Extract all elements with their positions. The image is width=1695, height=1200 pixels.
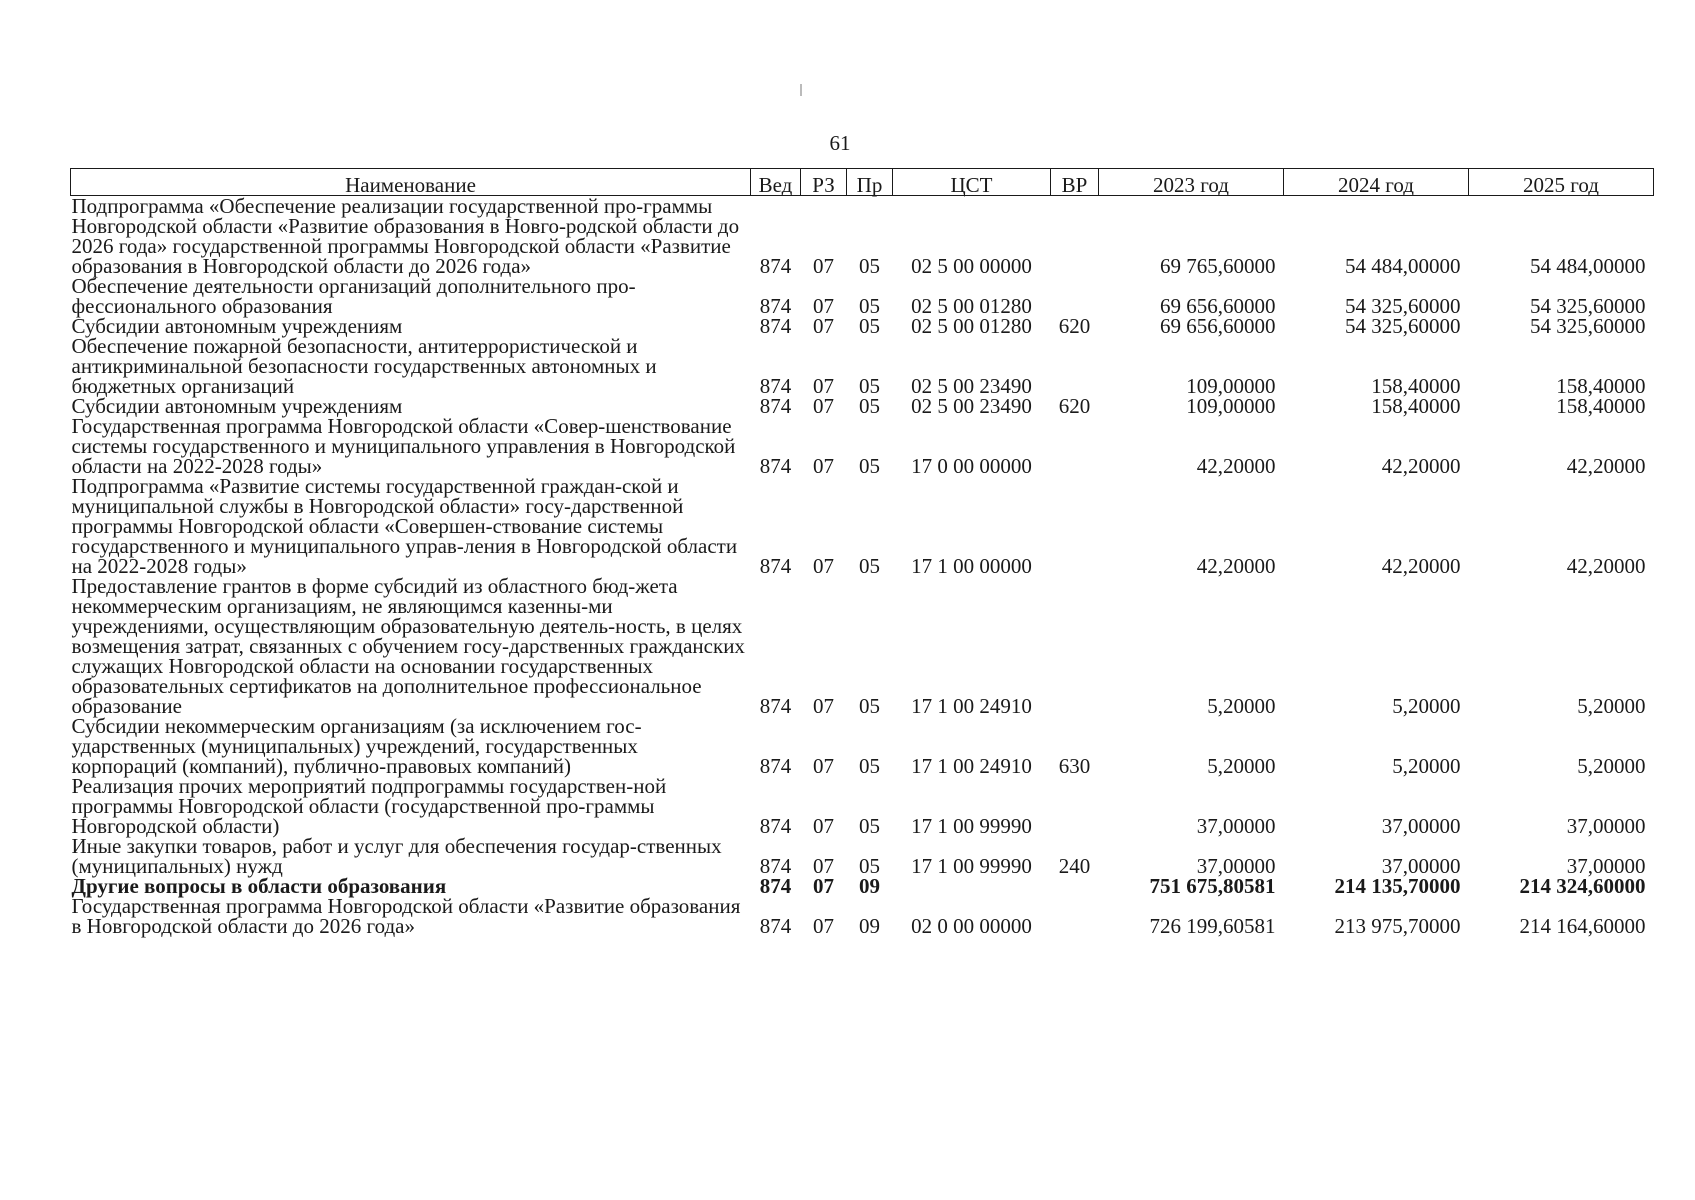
row-2024: 158,40000 [1371,394,1461,418]
row-vr: 630 [1058,754,1091,778]
table-row [71,716,1654,776]
header-ved: Вед [751,169,801,196]
row-rz: 07 [813,554,834,578]
row-2025: 37,00000 [1566,814,1646,838]
row-2024: 5,20000 [1392,694,1461,718]
row-2024: 42,20000 [1381,554,1461,578]
row-ved: 874 [759,874,792,898]
row-pr: 05 [859,694,880,718]
table-row [71,776,1654,836]
row-2023: 69 656,60000 [1160,314,1276,338]
row-2024: 37,00000 [1381,854,1461,878]
table-row [71,276,1654,316]
row-2025: 158,40000 [1556,394,1646,418]
row-cst: 17 1 00 24910 [911,754,1032,778]
row-ved: 874 [759,554,792,578]
row-2023: 42,20000 [1196,554,1276,578]
row-2025: 214 324,60000 [1519,874,1646,898]
row-rz: 07 [813,454,834,478]
row-ved: 874 [759,914,792,938]
row-cst: 02 0 00 00000 [911,914,1032,938]
row-cst: 17 1 00 99990 [911,854,1032,878]
row-2025: 54 325,60000 [1530,314,1646,338]
row-vr [1051,896,1099,936]
row-2023: 69 656,60000 [1160,294,1276,318]
row-ved: 874 [759,394,792,418]
table-row [71,896,1654,936]
row-2023: 5,20000 [1207,694,1276,718]
row-2024: 54 484,00000 [1345,254,1461,278]
table-row [71,336,1654,396]
row-2024: 37,00000 [1381,814,1461,838]
table-row [71,316,1654,336]
page-number: 61 [829,131,851,155]
row-vr [1051,476,1099,576]
row-cst: 02 5 00 01280 [911,314,1032,338]
scan-mark [800,84,802,96]
table-row [71,416,1654,476]
row-cst [893,876,1051,896]
row-2023: 5,20000 [1207,754,1276,778]
row-ved: 874 [759,294,792,318]
row-2025: 5,20000 [1577,694,1646,718]
header-2023: 2023 год [1099,169,1284,196]
budget-table [70,168,1654,936]
row-ved: 874 [759,254,792,278]
row-2024: 213 975,70000 [1334,914,1461,938]
row-2023: 37,00000 [1196,854,1276,878]
row-2024: 158,40000 [1371,374,1461,398]
row-2023: 726 199,60581 [1149,914,1276,938]
row-pr: 05 [859,854,880,878]
row-pr: 05 [859,254,880,278]
row-2023: 37,00000 [1196,814,1276,838]
row-name: Другие вопросы в области образования [71,874,447,898]
row-cst: 02 5 00 00000 [911,254,1032,278]
row-2023: 109,00000 [1186,374,1276,398]
row-2024: 214 135,70000 [1334,874,1461,898]
row-2025: 54 484,00000 [1530,254,1646,278]
row-rz: 07 [813,854,834,878]
row-vr [1051,196,1099,277]
row-vr [1051,276,1099,316]
row-name: Предоставление грантов в форме субсидий из областного бюд-жета некоммерческим организациям, не являющимся казенны-ми учреждениями, осуществляющим образовательную деятель-ность, в целях возмещения затрат, связанных с обучением госу-дарственных гражданских служащих Новгородской области на основании государственных образовательных сертификатов на дополнительное профессиональное образование [71,574,745,718]
row-2023: 42,20000 [1196,454,1276,478]
row-rz: 07 [813,814,834,838]
row-vr [1051,336,1099,396]
row-name: Субсидии автономным учреждениям [71,314,403,338]
row-2025: 5,20000 [1577,754,1646,778]
table-row [71,196,1654,277]
row-vr: 240 [1058,854,1091,878]
row-2024: 42,20000 [1381,454,1461,478]
header-pr: Пр [847,169,893,196]
row-rz: 07 [813,874,834,898]
row-ved: 874 [759,454,792,478]
row-pr: 05 [859,294,880,318]
row-ved: 874 [759,374,792,398]
row-cst: 17 1 00 99990 [911,814,1032,838]
table-row [71,476,1654,576]
row-2025: 42,20000 [1566,554,1646,578]
row-name: Субсидии автономным учреждениям [71,394,403,418]
row-rz: 07 [813,394,834,418]
row-ved: 874 [759,314,792,338]
row-cst: 02 5 00 23490 [911,374,1032,398]
header-2025: 2025 год [1469,169,1654,196]
row-vr: 620 [1058,394,1091,418]
table-row [71,836,1654,876]
row-2025: 54 325,60000 [1530,294,1646,318]
table-row [71,396,1654,416]
row-pr: 05 [859,374,880,398]
row-2025: 158,40000 [1556,374,1646,398]
row-cst: 17 1 00 24910 [911,694,1032,718]
row-ved: 874 [759,814,792,838]
row-ved: 874 [759,754,792,778]
table-header-row [71,169,1654,196]
header-vr: ВР [1051,169,1099,196]
row-name: Реализация прочих мероприятий подпрограммы государствен-ной программы Новгородской области (государственной про-граммы Новгородской области) [71,774,667,838]
row-cst: 02 5 00 23490 [911,394,1032,418]
row-2023: 109,00000 [1186,394,1276,418]
row-vr: 620 [1058,314,1091,338]
row-pr: 05 [859,394,880,418]
row-name: Государственная программа Новгородской области «Развитие образования в Новгородской области до 2026 года» [71,894,741,938]
row-2024: 5,20000 [1392,754,1461,778]
row-name: Подпрограмма «Развитие системы государственной граждан-ской и муниципальной службы в Новгородской области» госу-дарственной программы Новгородской области «Совершен-ствование системы государственного и муниципального управ-ления в Новгородской области на 2022-2028 годы» [71,474,738,578]
row-rz: 07 [813,914,834,938]
row-2024: 54 325,60000 [1345,294,1461,318]
row-name: Обеспечение деятельности организаций дополнительного про-фессионального образования [71,274,636,318]
row-vr [1051,776,1099,836]
row-2025: 214 164,60000 [1519,914,1646,938]
row-vr [1051,876,1099,896]
row-pr: 05 [859,554,880,578]
row-rz: 07 [813,314,834,338]
row-pr: 05 [859,814,880,838]
row-name: Государственная программа Новгородской области «Совер-шенствование системы государственного и муниципального управления в Новгородской области на 2022-2028 годы» [71,414,736,478]
row-2024: 54 325,60000 [1345,314,1461,338]
row-2023: 751 675,80581 [1149,874,1276,898]
row-rz: 07 [813,254,834,278]
row-name: Подпрограмма «Обеспечение реализации государственной про-граммы Новгородской области «Развитие образования в Новго-родской области до 2026 года» государственной программы Новгородской области «Развитие образования в Новгородской области до 2026 года» [71,194,740,278]
row-pr: 05 [859,314,880,338]
header-rz: РЗ [801,169,847,196]
row-cst: 02 5 00 01280 [911,294,1032,318]
row-name: Субсидии некоммерческим организациям (за исключением гос-ударственных (муниципальных) учреждений, государственных корпораций (компаний), публично-правовых компаний) [71,714,642,778]
row-rz: 07 [813,294,834,318]
row-pr: 05 [859,754,880,778]
row-name: Обеспечение пожарной безопасности, антитеррористической и антикриминальной безопасности государственных автономных и бюджетных организаций [71,334,657,398]
row-vr [1051,416,1099,476]
row-2025: 37,00000 [1566,854,1646,878]
row-2025: 42,20000 [1566,454,1646,478]
row-rz: 07 [813,694,834,718]
row-name: Иные закупки товаров, работ и услуг для обеспечения государ-ственных (муниципальных) нужд [71,834,722,878]
row-cst: 17 0 00 00000 [911,454,1032,478]
row-ved: 874 [759,854,792,878]
row-rz: 07 [813,754,834,778]
table-row [71,876,1654,896]
row-cst: 17 1 00 00000 [911,554,1032,578]
row-ved: 874 [759,694,792,718]
header-cst: ЦСТ [893,169,1051,196]
row-rz: 07 [813,374,834,398]
row-pr: 05 [859,454,880,478]
header-name: Наименование [71,169,751,196]
row-vr [1051,576,1099,716]
row-pr: 09 [859,874,880,898]
row-pr: 09 [859,914,880,938]
table-row [71,576,1654,716]
header-2024: 2024 год [1284,169,1469,196]
row-2023: 69 765,60000 [1160,254,1276,278]
